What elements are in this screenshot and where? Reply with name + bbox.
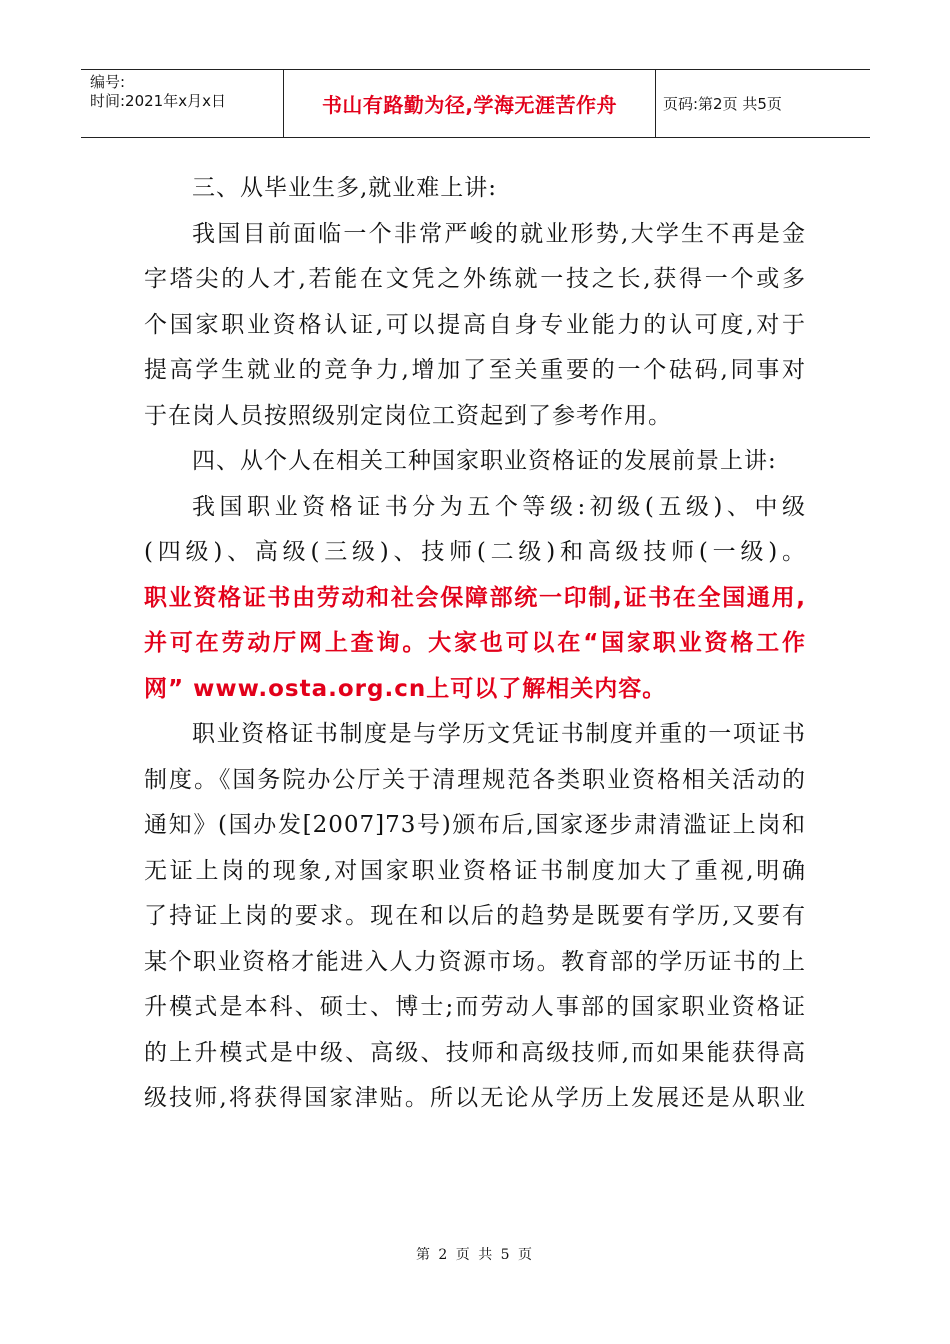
header-motto: 书山有路勤为径,学海无涯苦作舟: [321, 93, 618, 117]
paragraph-line: 制度。《国务院办公厅关于清理规范各类职业资格相关活动的: [144, 766, 806, 793]
document-body: [144, 166, 806, 1122]
header-motto-cell: [283, 70, 656, 137]
document-time-label: 时间:2021年x月x日: [90, 92, 226, 110]
highlight-line: 并可在劳动厅网上查询。大家也可以在“国家职业资格工作: [144, 630, 806, 656]
paragraph-line: 升模式是本科、硕士、博士;而劳动人事部的国家职业资格证: [144, 994, 806, 1020]
paragraph-line: 了持证上岗的要求。现在和以后的趋势是既要有学历,又要有: [144, 903, 806, 929]
highlight-line: 网” www.osta.org.cn上可以了解相关内容。: [144, 675, 667, 702]
paragraph-line: 提高学生就业的竞争力,增加了至关重要的一个砝码,同事对: [144, 357, 806, 383]
section-heading-3: 三、从毕业生多,就业难上讲:: [192, 175, 498, 201]
paragraph-line: (四级)、高级(三级)、技师(二级)和高级技师(一级)。: [144, 539, 806, 565]
paragraph-line: 通知》(国办发[2007]73号)颁布后,国家逐步肃清滥证上岗和: [144, 812, 806, 838]
header-page-label: 页码:第2页 共5页: [663, 95, 782, 113]
document-number-label: 编号:: [90, 73, 126, 91]
paragraph-line: 于在岗人员按照级别定岗位工资起到了参考作用。: [144, 402, 672, 429]
paragraph-line: 级技师,将获得国家津贴。所以无论从学历上发展还是从职业: [144, 1085, 806, 1111]
paragraph-line: 某个职业资格才能进入人力资源市场。教育部的学历证书的上: [144, 948, 806, 975]
paragraph-line: 个国家职业资格认证,可以提高自身专业能力的认可度,对于: [144, 311, 806, 338]
paragraph-line: 我国职业资格证书分为五个等级:初级(五级)、中级: [192, 493, 806, 520]
paragraph-line: 字塔尖的人才,若能在文凭之外练就一技之长,获得一个或多: [144, 266, 806, 292]
header-table: [81, 69, 870, 138]
paragraph-line: 的上升模式是中级、高级、技师和高级技师,而如果能获得高: [144, 1039, 806, 1066]
header-page-cell: [656, 70, 870, 137]
paragraph-line: 无证上岗的现象,对国家职业资格证书制度加大了重视,明确: [144, 857, 806, 884]
page-footer: 第 2 页 共 5 页: [415, 1247, 535, 1263]
paragraph-line: 我国目前面临一个非常严峻的就业形势,大学生不再是金: [192, 220, 806, 247]
highlight-line: 职业资格证书由劳动和社会保障部统一印制,证书在全国通用,: [144, 584, 806, 611]
header-info-cell: [81, 70, 283, 137]
section-heading-4: 四、从个人在相关工种国家职业资格证的发展前景上讲:: [192, 448, 777, 474]
paragraph-line: 职业资格证书制度是与学历文凭证书制度并重的一项证书: [192, 721, 806, 747]
